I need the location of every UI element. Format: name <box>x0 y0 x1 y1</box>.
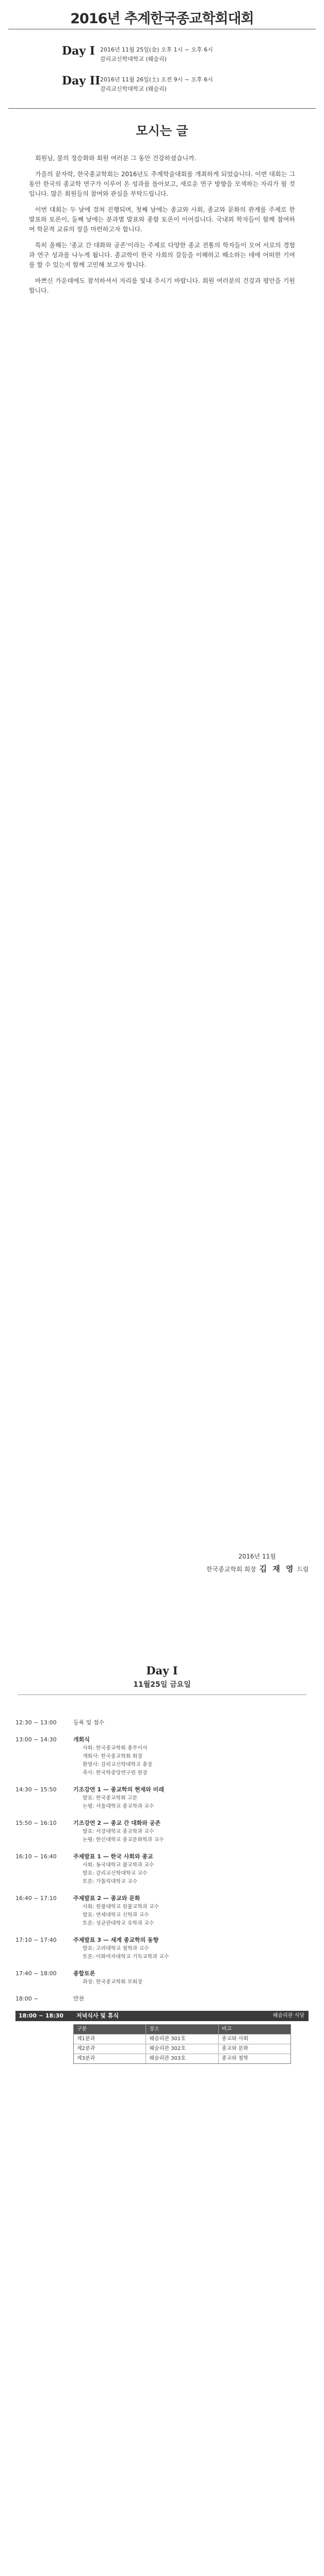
schedule-item <box>15 1969 309 1987</box>
schedule-highlight-bar <box>15 2011 309 2021</box>
table-cell: 웨슬리관 301호 <box>145 2035 218 2044</box>
greeting-paragraph: 이번 대회는 두 날에 걸쳐 진행되며, 첫째 날에는 종교와 사회, 종교와 문화의 관계를 주제로 한 발표와 토론이, 둘째 날에는 분과별 발표와 종합 토론이 이어집니다. 국내외 학자들이 함께 참여하여 학문적 교류의 장을 마련하고자 합니다. <box>29 206 295 233</box>
table-cell: 비고 <box>218 2025 290 2034</box>
day2-venue: 감리교신학대학교 (웨슬리) <box>100 86 167 92</box>
schedule-label: 개회식 <box>73 1736 90 1743</box>
table-cell: 종교와 철학 <box>218 2054 290 2063</box>
bar-time: 18:00 ~ 18:30 <box>19 2012 63 2019</box>
greeting-salutation: 회원님, 불의 정승화와 회원 여러분 그 동안 건강하셨습니까. <box>35 155 197 162</box>
signer-suffix: 드림 <box>297 1566 309 1573</box>
table-cell: 웨슬리관 302호 <box>145 2044 218 2054</box>
table-header-row <box>74 2025 290 2034</box>
schedule-time: 14:30 ~ 15:50 <box>15 1786 57 1793</box>
day1-subtitle: 11월25일 금요일 <box>133 1681 191 1689</box>
schedule-time: 13:00 ~ 14:30 <box>15 1736 57 1743</box>
schedule-detail: 사회: 동국대학교 불교학과 교수 발표: 감리교신학대학교 교수 토론: 가톨릭대학교 교수 <box>83 1862 154 1885</box>
summary-divider <box>8 108 316 109</box>
day2-label: Day II <box>62 74 101 88</box>
schedule-item <box>15 1852 309 1886</box>
schedule-label: 만찬 <box>73 1995 85 2002</box>
schedule-time: 12:30 ~ 13:00 <box>15 1719 57 1726</box>
table-cell: 구분 <box>77 2026 87 2032</box>
schedule-time: 17:10 ~ 17:40 <box>15 1937 57 1943</box>
schedule-detail: 발표: 고려대학교 철학과 교수 토론: 이화여자대학교 기독교학과 교수 <box>83 1946 169 1960</box>
greeting-title: 모시는 글 <box>136 124 188 138</box>
day1-title: Day I <box>146 1664 178 1677</box>
schedule-detail: 발표: 서강대학교 종교학과 교수 논평: 한신대학교 종교문화학과 교수 <box>83 1829 164 1843</box>
day1-label: Day I <box>62 44 95 58</box>
page-title: 2016년 추계한국종교학회대회 <box>70 11 254 27</box>
greeting-paragraph: 가을의 끝자락, 한국종교학회는 2016년도 추계학술대회를 개최하게 되었습니다. 이번 대회는 그 동안 한국의 종교학 연구가 이루어 온 성과를 돌아보고, 새로운 연구 방향을 모색하는 자리가 될 것입니다. 많은 회원들의 참여와 관심을 부탁드립니다. <box>29 171 295 197</box>
schedule-label: 기조강연 1 — 종교학의 현재와 미래 <box>73 1786 164 1793</box>
schedule-time: 16:40 ~ 17:10 <box>15 1895 57 1902</box>
greeting-paragraph: 바쁘신 가운데에도 참석하셔서 자리를 빛내 주시기 바랍니다. 회원 여러분의 건강과 평안을 기원합니다. <box>29 277 295 294</box>
schedule-item <box>15 1718 309 1727</box>
day1-schedule <box>15 1710 309 2069</box>
table-cell: 제3분과 <box>77 2056 95 2061</box>
schedule-detail: 사회: 한국종교학회 총무이사 개회사: 한국종교학회 회장 환영사: 감리교신학대학교 총장 축사: 한국학중앙연구원 원장 <box>83 1745 153 1776</box>
table-cell: 장소 <box>145 2025 218 2034</box>
signer-prefix: 한국종교학회 회장 <box>206 1566 256 1573</box>
table-cell: 종교와 문화 <box>218 2044 290 2054</box>
schedule-detail: 사회: 원광대학교 원불교학과 교수 발표: 연세대학교 신학과 교수 토론: 성균관대학교 유학과 교수 <box>83 1904 159 1926</box>
table-cell: 웨슬리관 303호 <box>145 2054 218 2063</box>
schedule-time: 18:00 ~ <box>15 1995 39 2002</box>
schedule-item <box>15 1735 309 1777</box>
greeting-body <box>29 154 295 302</box>
table-row <box>74 2054 290 2063</box>
schedule-label: 종합토론 <box>73 1970 95 1977</box>
schedule-label: 주제발표 1 — 한국 사회와 종교 <box>73 1853 153 1860</box>
schedule-label: 주제발표 2 — 종교와 문화 <box>73 1895 140 1902</box>
schedule-label: 등록 및 접수 <box>73 1719 105 1726</box>
bar-label: 저녁식사 및 휴식 <box>76 2012 119 2019</box>
greeting-signature <box>206 1563 309 1574</box>
table-cell: 종교와 사회 <box>218 2035 290 2044</box>
table-row <box>74 2034 290 2044</box>
day2-date: 2016년 11월 26일(土) 오전 9시 ~ 오후 6시 <box>100 76 213 83</box>
signer-name: 김 재 영 <box>259 1564 295 1573</box>
session-room-table <box>73 2024 291 2064</box>
schedule-label: 주제발표 3 — 세계 종교학의 동향 <box>73 1937 159 1943</box>
table-cell: 제1분과 <box>77 2036 95 2042</box>
day1-date: 2016년 11월 25일(金) 오후 1시 ~ 오후 6시 <box>100 46 213 53</box>
day1-divider <box>18 1694 306 1695</box>
day1-venue: 감리교신학대학교 (웨슬리) <box>100 56 167 62</box>
schedule-detail: 좌장: 한국종교학회 부회장 <box>83 1979 142 1985</box>
schedule-time: 16:10 ~ 16:40 <box>15 1853 57 1860</box>
greeting-paragraph: 특히 올해는 '종교 간 대화와 공존'이라는 주제로 다양한 종교 전통의 학자들이 모여 서로의 경험과 연구 성과를 나누게 됩니다. 종교학이 한국 사회의 갈등을 이해하고 해소하는 데에 어떠한 기여를 할 수 있는지 함께 고민해 보고자 합니다. <box>29 242 295 268</box>
schedule-item <box>15 1785 309 1811</box>
schedule-time: 15:50 ~ 16:10 <box>15 1820 57 1826</box>
table-cell: 제2분과 <box>77 2046 95 2052</box>
schedule-item <box>15 1935 309 1961</box>
schedule-item <box>15 1893 309 1928</box>
schedule-item <box>15 1818 309 1844</box>
schedule-time: 17:40 ~ 18:00 <box>15 1970 57 1977</box>
day1-heading <box>0 1664 324 1695</box>
schedule-item <box>15 1994 309 2004</box>
schedule-label: 기조강연 2 — 종교 간 대화와 공존 <box>73 1820 161 1826</box>
greeting-date: 2016년 11월 <box>238 1553 276 1560</box>
bar-note: 웨슬리관 식당 <box>272 2013 304 2019</box>
schedule-detail: 발표: 한국종교학회 고문 논평: 서울대학교 종교학과 교수 <box>83 1795 154 1809</box>
table-row <box>74 2044 290 2054</box>
